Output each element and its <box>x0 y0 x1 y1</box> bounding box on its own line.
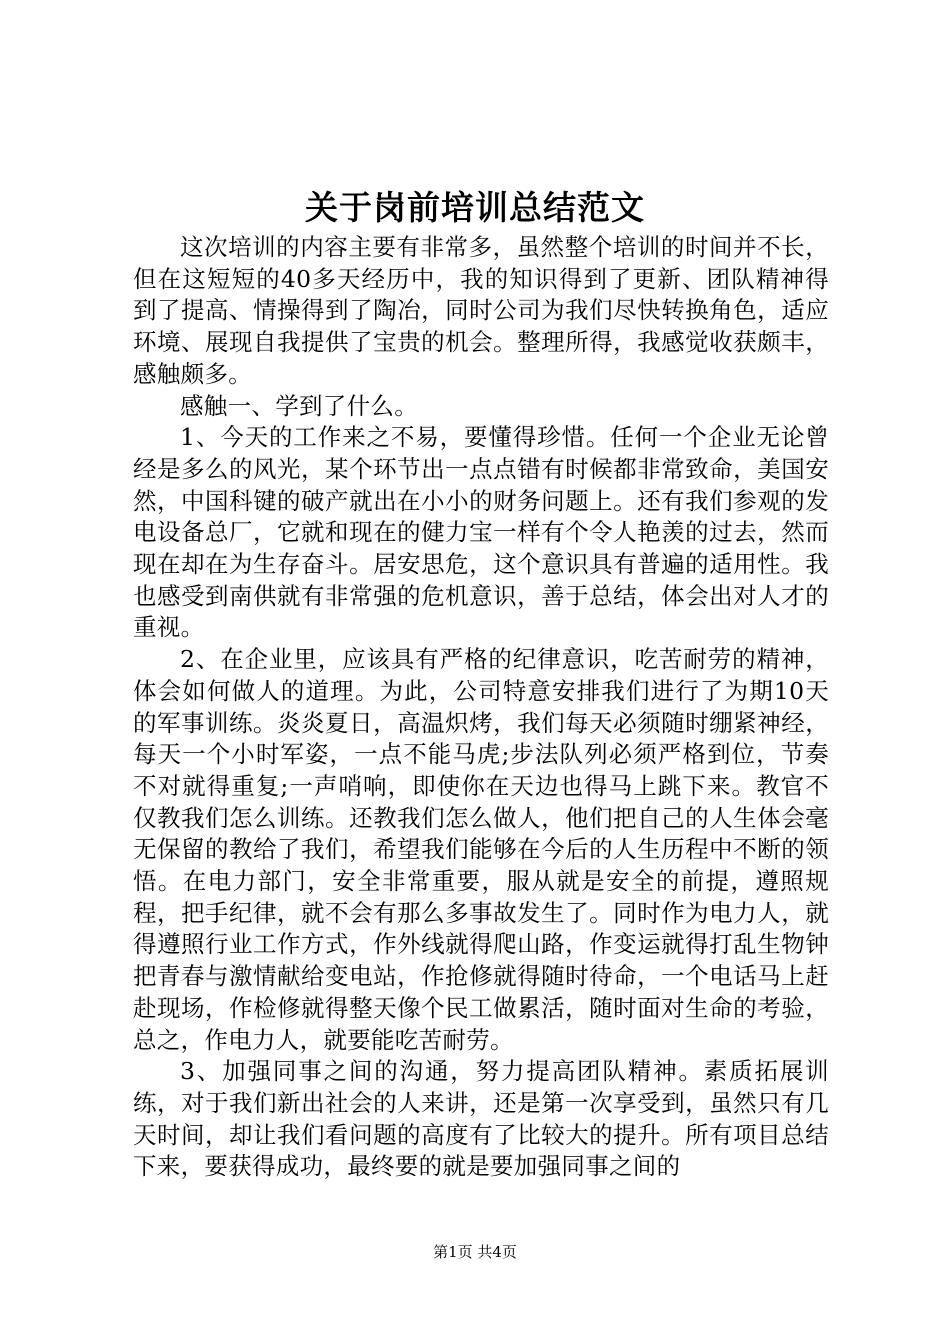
paragraph-heading-1: 感触一、学到了什么。 <box>180 391 418 420</box>
paragraph-point-1: 1、今天的工作来之不易，要懂得珍惜。任何一个企业无论曾经是多么的风光，某个环节出一点点错有时候都非常致命，美国安然，中国科键的破产就出在小小的财务问题上。还有我们参观的发电设备总厂，它就和现在的健力宝一样有个令人艳羡的过去，然而现在却在为生存奋斗。居安思危，这个意识具有普遍的适用性。我也感受到南供就有非常强的危机意识，善于总结，体会出对人才的重视。 <box>133 423 829 642</box>
document-title: 关于岗前培训总结范文 <box>305 188 645 227</box>
paragraph-point-3: 3、加强同事之间的沟通，努力提高团队精神。素质拓展训练，对于我们新出社会的人来讲，还是第一次享受到，虽然只有几天时间，却让我们看问题的高度有了比较大的提升。所有项目总结下来，要获得成功，最终要的就是要加强同事之间的 <box>133 1057 829 1181</box>
paragraph-intro: 这次培训的内容主要有非常多，虽然整个培训的时间并不长，但在这短短的40多天经历中，我的知识得到了更新、团队精神得到了提高、情操得到了陶冶，同时公司为我们尽快转换角色，适应环境、展现自我提供了宝贵的机会。整理所得，我感觉收获颇丰，感触颇多。 <box>133 233 829 388</box>
page-number-footer: 第1页 共4页 <box>433 1243 517 1261</box>
document-body <box>133 232 829 1183</box>
paragraph-point-2: 2、在企业里，应该具有严格的纪律意识，吃苦耐劳的精神，体会如何做人的道理。为此，公司特意安排我们进行了为期10天的军事训练。炎炎夏日，高温炽烤，我们每天必须随时绷紧神经，每天一个小时军姿，一点不能马虎;步法队列必须严格到位，节奏不对就得重复;一声哨响，即使你在天边也得马上跳下来。教官不仅教我们怎么训练。还教我们怎么做人，他们把自己的人生体会毫无保留的教给了我们，希望我们能够在今后的人生历程中不断的领悟。在电力部门，安全非常重要，服从就是安全的前提，遵照规程，把手纪律，就不会有那么多事故发生了。同时作为电力人，就得遵照行业工作方式，作外线就得爬山路，作变运就得打乱生物钟把青春与激情献给变电站，作抢修就得随时待命，一个电话马上赶赴现场，作检修就得整天像个民工做累活，随时面对生命的考验，总之，作电力人，就要能吃苦耐劳。 <box>133 645 829 1054</box>
